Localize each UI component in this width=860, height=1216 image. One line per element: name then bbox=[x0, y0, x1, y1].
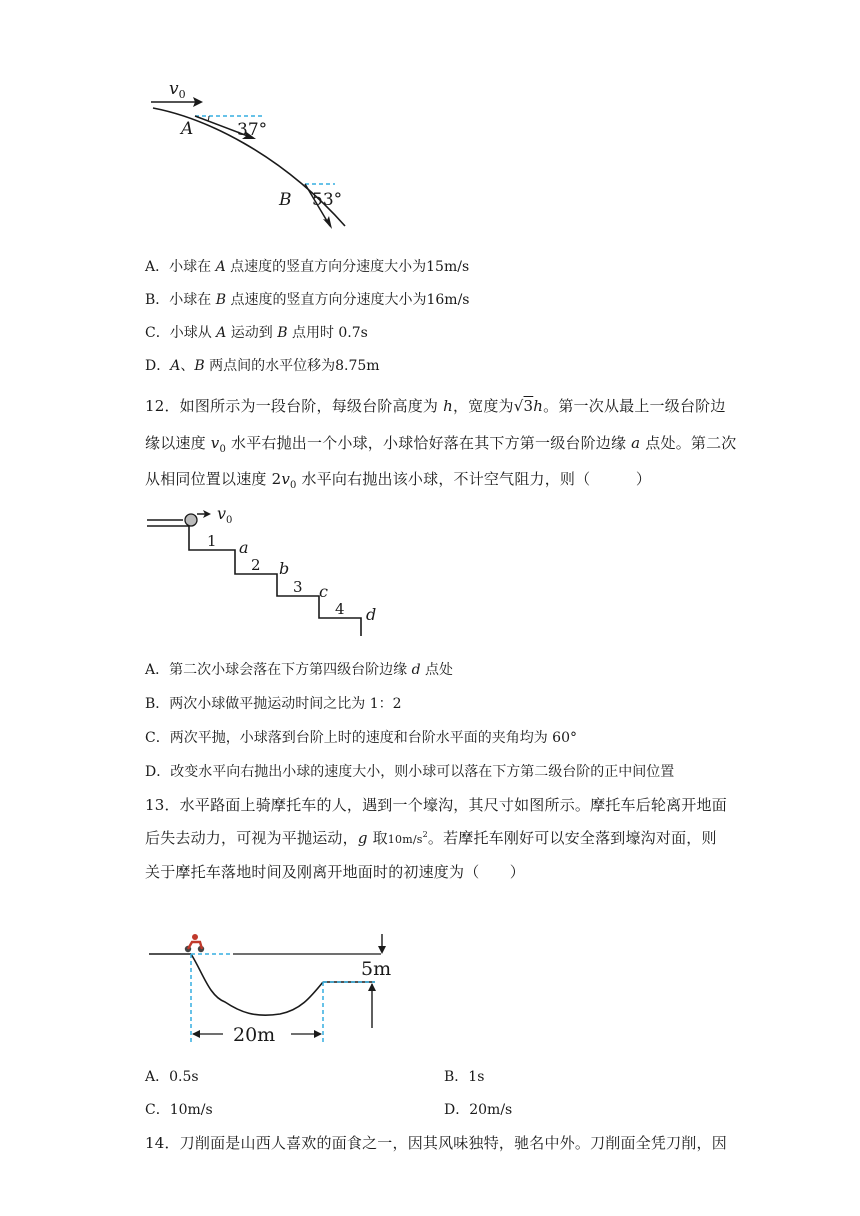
q11-option-a: A．小球在 A 点速度的竖直方向分速度大小为15m/s bbox=[145, 259, 470, 275]
edge-a-label: a bbox=[239, 538, 249, 557]
q12-stem-line1: 12．如图所示为一段台阶，每级台阶高度为 h，宽度为√3h。第一次从最上一级台阶边 bbox=[145, 397, 726, 415]
q12-option-a: A．第二次小球会落在下方第四级台阶边缘 d 点处 bbox=[145, 662, 453, 678]
edge-c-label: c bbox=[319, 582, 328, 601]
ball bbox=[185, 514, 197, 526]
edge-b-label: b bbox=[279, 559, 290, 578]
q14-stem-line1: 14．刀削面是山西人喜欢的面食之一，因其风味独特，驰名中外。刀削面全凭刀削，因 bbox=[145, 1134, 727, 1152]
q11-option-c: C．小球从 A 运动到 B 点用时 0.7s bbox=[145, 325, 368, 341]
q12-stem-line2: 缘以速度 $v_0$ 水平右抛出一个小球，小球恰好落在其下方第一级台阶边缘 a 点处。第二次 bbox=[145, 434, 737, 455]
step-3-label: 3 bbox=[293, 578, 303, 596]
v0-label: $v_0$ bbox=[169, 79, 186, 101]
v0-label: $v_0$ bbox=[217, 504, 233, 526]
height-5m-label: 5m bbox=[361, 958, 392, 980]
q12-stem-line3: 从相同位置以速度 $2v_0$ 水平向右抛出该小球，不计空气阻力，则（ ） bbox=[145, 470, 652, 491]
q11-option-d: D．A、B 两点间的水平位移为8.75m bbox=[145, 358, 380, 374]
ditch-figure bbox=[145, 928, 405, 1053]
step-1-label: 1 bbox=[207, 532, 217, 550]
sqrt-symbol: √3 bbox=[513, 397, 534, 415]
motorcycle-icon bbox=[185, 934, 204, 952]
edge-d-label: d bbox=[366, 605, 377, 624]
angle-37-label: 37° bbox=[237, 120, 268, 140]
staircase-figure bbox=[145, 500, 385, 640]
q12-option-d: D．改变水平向右抛出小球的速度大小，则小球可以落在下方第二级台阶的正中间位置 bbox=[145, 764, 675, 780]
point-a-label: A bbox=[181, 119, 194, 139]
q13-option-d: D．20m/s bbox=[444, 1102, 513, 1118]
ditch-profile bbox=[191, 954, 323, 1015]
q12-option-b: B．两次小球做平抛运动时间之比为 1：2 bbox=[145, 696, 402, 712]
q11-option-b: B．小球在 B 点速度的竖直方向分速度大小为16m/s bbox=[145, 292, 470, 308]
q13-option-a: A．0.5s bbox=[145, 1069, 199, 1085]
q13-option-c: C．10m/s bbox=[145, 1102, 213, 1118]
angle-53-label: 53° bbox=[312, 190, 343, 210]
q13-stem-line3: 关于摩托车落地时间及刚离开地面时的初速度为（ ） bbox=[145, 863, 526, 881]
q12-option-c: C．两次平抛，小球落到台阶上时的速度和台阶水平面的夹角均为 60° bbox=[145, 730, 577, 746]
q13-stem-line1: 13．水平路面上骑摩托车的人，遇到一个壕沟，其尺寸如图所示。摩托车后轮离开地面 bbox=[145, 796, 727, 814]
q13-option-b: B．1s bbox=[444, 1069, 485, 1085]
width-20m-label: 20m bbox=[233, 1024, 276, 1046]
projectile-curve-figure bbox=[145, 78, 365, 238]
step-2-label: 2 bbox=[251, 556, 261, 574]
q13-stem-line2: 后失去动力，可视为平抛运动，g 取$10m/s^2$。若摩托车刚好可以安全落到壕沟对面，则 bbox=[145, 829, 717, 847]
step-4-label: 4 bbox=[335, 600, 345, 618]
point-b-label: B bbox=[279, 190, 292, 210]
